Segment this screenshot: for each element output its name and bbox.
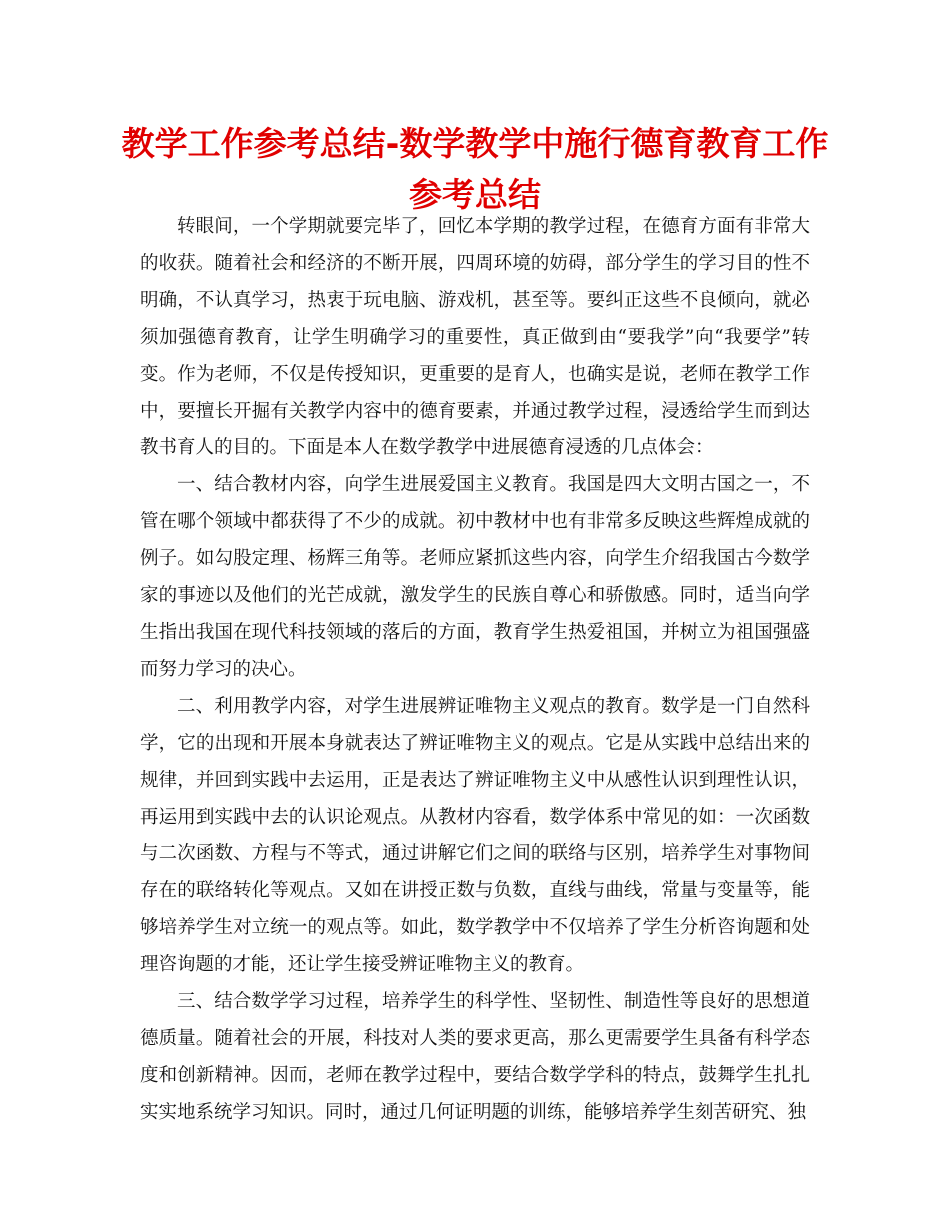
paragraph-patriotism: 一、结合教材内容，向学生进展爱国主义教育。我国是四大文明古国之一，不管在哪个领域中都获得了不少的成就。初中教材中也有非常多反映这些辉煌成就的例子。如勾股定理、杨辉三角等。老师应紧抓这些内容，向学生介绍我国古今数学家的事迹以及他们的光芒成就，激发学生的民族自尊心和骄傲感。同时，适当向学生指出我国在现代科技领域的落后的方面，教育学生热爱祖国，并树立为祖国强盛而努力学习的决心。 [140,474,810,680]
document-title: 教学工作参考总结-数学教学中施行德育教育工作参考总结 [121,124,829,214]
paragraph-dialectics: 二、利用教学内容，对学生进展辨证唯物主义观点的教育。数学是一门自然科学，它的出现和开展本身就表达了辨证唯物主义的观点。它是从实践中总结出来的规律，并回到实践中去运用，正是表达了辨证唯物主义中从感性认识到理性认识，再运用到实践中去的认识论观点。从教材内容看，数学体系中常见的如：一次函数与二次函数、方程与不等式，通过讲解它们之间的联络与区别，培养学生对事物间存在的联络转化等观点。又如在讲授正数与负数，直线与曲线，常量与变量等，能够培养学生对立统一的观点等。如此，数学教学中不仅培养了学生分析咨询题和处理咨询题的才能，还让学生接受辨证唯物主义的教育。 [140,695,810,976]
paragraph-character: 三、结合数学学习过程，培养学生的科学性、坚韧性、制造性等良好的思想道德质量。随着社会的开展，科技对人类的要求更高，那么更需要学生具备有科学态度和创新精神。因而，老师在教学过程中，要结合数学学科的特点，鼓舞学生扎扎实实地系统学习知识。同时，通过几何证明题的训练，能够培养学生刻苦研究、独 [140,991,810,1123]
paragraph-intro: 转眼间，一个学期就要完毕了，回忆本学期的教学过程，在德育方面有非常大的收获。随着社会和经济的不断开展，四周环境的妨碍，部分学生的学习目的性不明确，不认真学习，热衷于玩电脑、游戏机，甚至等。要纠正这些不良倾向，就必须加强德育教育，让学生明确学习的重要性，真正做到由“要我学”向“我要学”转变。作为老师，不仅是传授知识，更重要的是育人，也确实是说，老师在教学工作中，要擅长开掘有关教学内容中的德育要素，并通过教学过程，浸透给学生而到达教书育人的目的。下面是本人在数学教学中进展德育浸透的几点体会： [140,216,810,459]
document-body [140,209,810,1132]
